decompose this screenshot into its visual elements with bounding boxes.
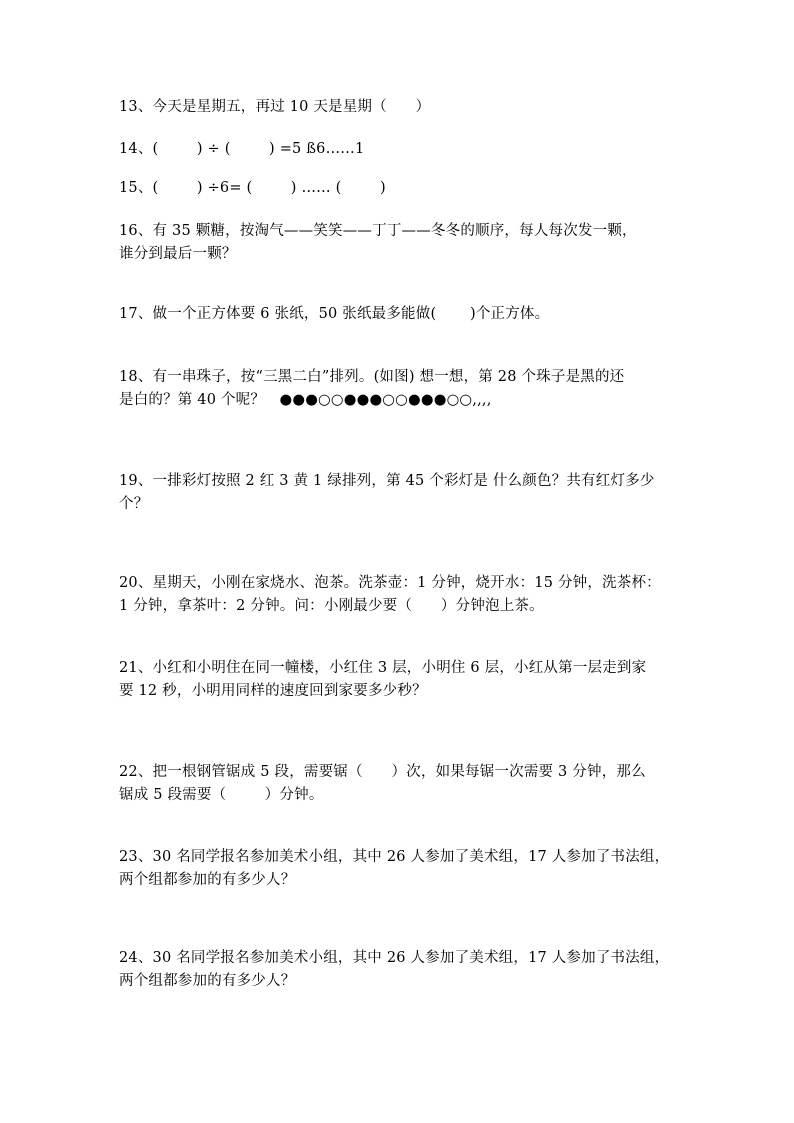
question-24-line-1: 24、30 名同学报名参加美术小组，其中 26 人参加了美术组，17 人参加了书法组， (119, 950, 670, 966)
question-18-line-2: 是白的？第 40 个呢？ ●●●○○●●●○○●●●○○,,,, (119, 392, 492, 408)
question-22 (119, 761, 679, 807)
question-23 (119, 846, 679, 892)
question-23-line-2: 两个组都参加的有多少人？ (119, 872, 296, 888)
question-15-line-1: 15、( ) ÷6= ( ) …… ( ) (119, 180, 386, 196)
question-17 (119, 303, 679, 326)
question-20-line-2: 1 分钟，拿茶叶：2 分钟。问：小刚最少要（ ）分钟泡上茶。 (119, 598, 544, 614)
question-18 (119, 366, 679, 412)
question-21 (119, 657, 679, 703)
question-13-line-1: 13、今天是星期五，再过 10 天是星期（ ） (119, 99, 431, 115)
question-18-line-1: 18、有一串珠子，按“三黑二白”排列。(如图) 想一想，第 28 个珠子是黑的还 (119, 369, 625, 385)
question-24 (119, 947, 679, 993)
question-16 (119, 220, 679, 266)
question-22-line-1: 22、把一根钢管锯成 5 段，需要锯（ ）次，如果每锯一次需要 3 分钟，那么 (119, 764, 646, 780)
question-22-line-2: 锯成 5 段需要（ ）分钟。 (119, 787, 324, 803)
question-21-line-1: 21、小红和小明住在同一幢楼，小红住 3 层，小明住 6 层，小红从第一层走到家 (119, 660, 647, 676)
question-19 (119, 470, 679, 516)
question-23-line-1: 23、30 名同学报名参加美术小组，其中 26 人参加了美术组，17 人参加了书法组， (119, 849, 670, 865)
question-20 (119, 572, 679, 618)
question-20-line-1: 20、星期天，小刚在家烧水、泡茶。洗茶壶：1 分钟，烧开水：15 分钟，洗茶杯： (119, 575, 661, 591)
question-21-line-2: 要 12 秒，小明用同样的速度回到家要多少秒？ (119, 683, 427, 699)
question-13 (119, 96, 679, 119)
question-16-line-2: 谁分到最后一颗？ (119, 246, 237, 262)
question-14-line-1: 14、( ) ÷ ( ) =5 ß6……1 (119, 141, 365, 157)
question-24-line-2: 两个组都参加的有多少人？ (119, 973, 296, 989)
question-14 (119, 138, 679, 161)
question-16-line-1: 16、有 35 颗糖，按淘气——笑笑——丁丁——冬冬的顺序，每人每次发一颗， (119, 223, 637, 239)
question-17-line-1: 17、做一个正方体要 6 张纸，50 张纸最多能做( )个正方体。 (119, 306, 550, 322)
question-19-line-2: 个？ (119, 496, 149, 512)
question-19-line-1: 19、一排彩灯按照 2 红 3 黄 1 绿排列，第 45 个彩灯是 什么颜色？共有红灯多少 (119, 473, 655, 489)
question-15 (119, 177, 679, 200)
